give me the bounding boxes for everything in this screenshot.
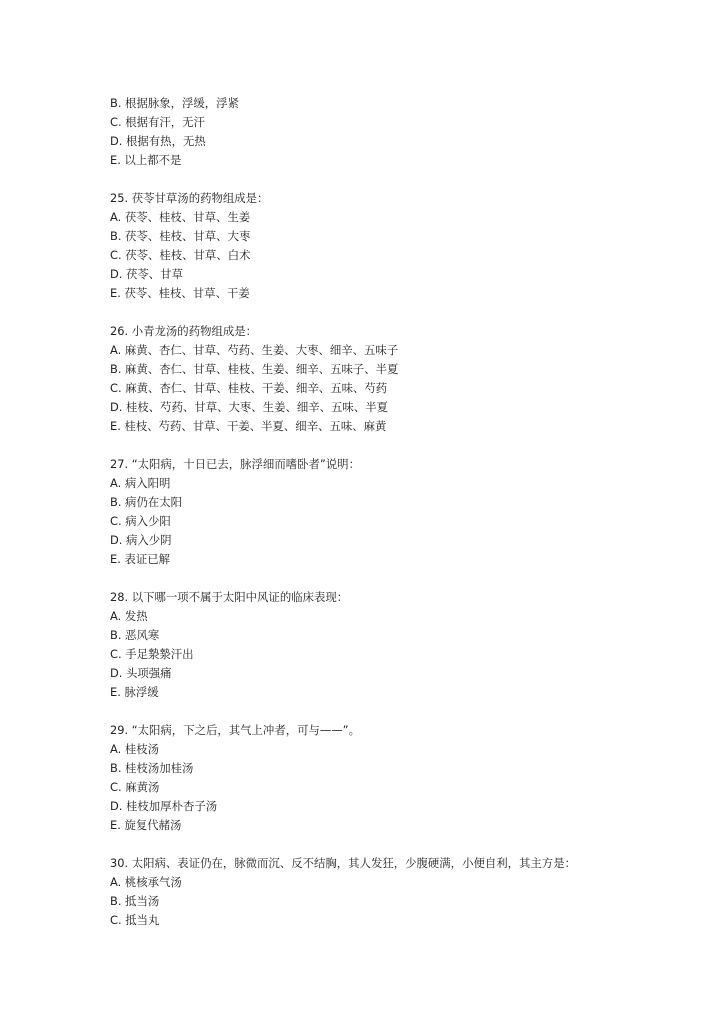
spacer [110, 835, 710, 854]
option-24-c: C. 根据有汗，无汗 [110, 115, 205, 129]
option-30-c: C. 抵当丸 [110, 913, 160, 927]
option-29-d: D. 桂枝加厚朴杏子汤 [110, 799, 218, 813]
option-25-a: A. 茯苓、桂枝、甘草、生姜 [110, 210, 251, 224]
spacer [110, 303, 710, 322]
spacer [110, 569, 710, 588]
document-page [110, 94, 710, 930]
option-26-b: B. 麻黄、杏仁、甘草、桂枝、生姜、细辛、五味子、半夏 [110, 362, 399, 376]
option-27-c: C. 病入少阳 [110, 514, 171, 528]
option-24-b: B. 根据脉象，浮缓，浮紧 [110, 96, 239, 110]
question-27: 27. “太阳病，十日已去，脉浮细而嗜卧者”说明： [110, 457, 360, 471]
option-29-a: A. 桂枝汤 [110, 742, 160, 756]
option-26-d: D. 桂枝、芍药、甘草、大枣、生姜、细辛、五味、半夏 [110, 400, 388, 414]
option-26-a: A. 麻黄、杏仁、甘草、芍药、生姜、大枣、细辛、五味子 [110, 343, 399, 357]
option-25-e: E. 茯苓、桂枝、甘草、干姜 [110, 286, 250, 300]
option-28-b: B. 恶风寒 [110, 628, 160, 642]
question-25: 25. 茯苓甘草汤的药物组成是： [110, 191, 269, 205]
option-30-b: B. 抵当汤 [110, 894, 160, 908]
option-27-a: A. 病入阳明 [110, 476, 171, 490]
option-27-e: E. 表证已解 [110, 552, 171, 566]
option-28-d: D. 头项强痛 [110, 666, 172, 680]
question-28: 28. 以下哪一项不属于太阳中风证的临床表现： [110, 590, 349, 604]
spacer [110, 170, 710, 189]
option-28-a: A. 发热 [110, 609, 148, 623]
option-25-b: B. 茯苓、桂枝、甘草、大枣 [110, 229, 251, 243]
option-29-e: E. 旋复代赭汤 [110, 818, 182, 832]
spacer [110, 436, 710, 455]
option-25-d: D. 茯苓、甘草 [110, 267, 183, 281]
option-27-b: B. 病仍在太阳 [110, 495, 183, 509]
spacer [110, 702, 710, 721]
option-28-c: C. 手足漐漐汗出 [110, 647, 194, 661]
option-26-e: E. 桂枝、芍药、甘草、干姜、半夏、细辛、五味、麻黄 [110, 419, 387, 433]
option-25-c: C. 茯苓、桂枝、甘草、白术 [110, 248, 251, 262]
option-30-a: A. 桃核承气汤 [110, 875, 182, 889]
option-26-c: C. 麻黄、杏仁、甘草、桂枝、干姜、细辛、五味、芍药 [110, 381, 388, 395]
option-27-d: D. 病入少阴 [110, 533, 172, 547]
option-28-e: E. 脉浮缓 [110, 685, 159, 699]
option-29-b: B. 桂枝汤加桂汤 [110, 761, 194, 775]
option-29-c: C. 麻黄汤 [110, 780, 160, 794]
option-24-d: D. 根据有热，无热 [110, 134, 206, 148]
question-26: 26. 小青龙汤的药物组成是： [110, 324, 258, 338]
question-30: 30. 太阳病、表证仍在，脉微而沉、反不结胸，其人发狂，少腹硬满，小便自利，其主方是： [110, 856, 576, 870]
option-24-e: E. 以上都不是 [110, 153, 182, 167]
question-29: 29. “太阳病，下之后，其气上冲者，可与——”。 [110, 723, 360, 737]
